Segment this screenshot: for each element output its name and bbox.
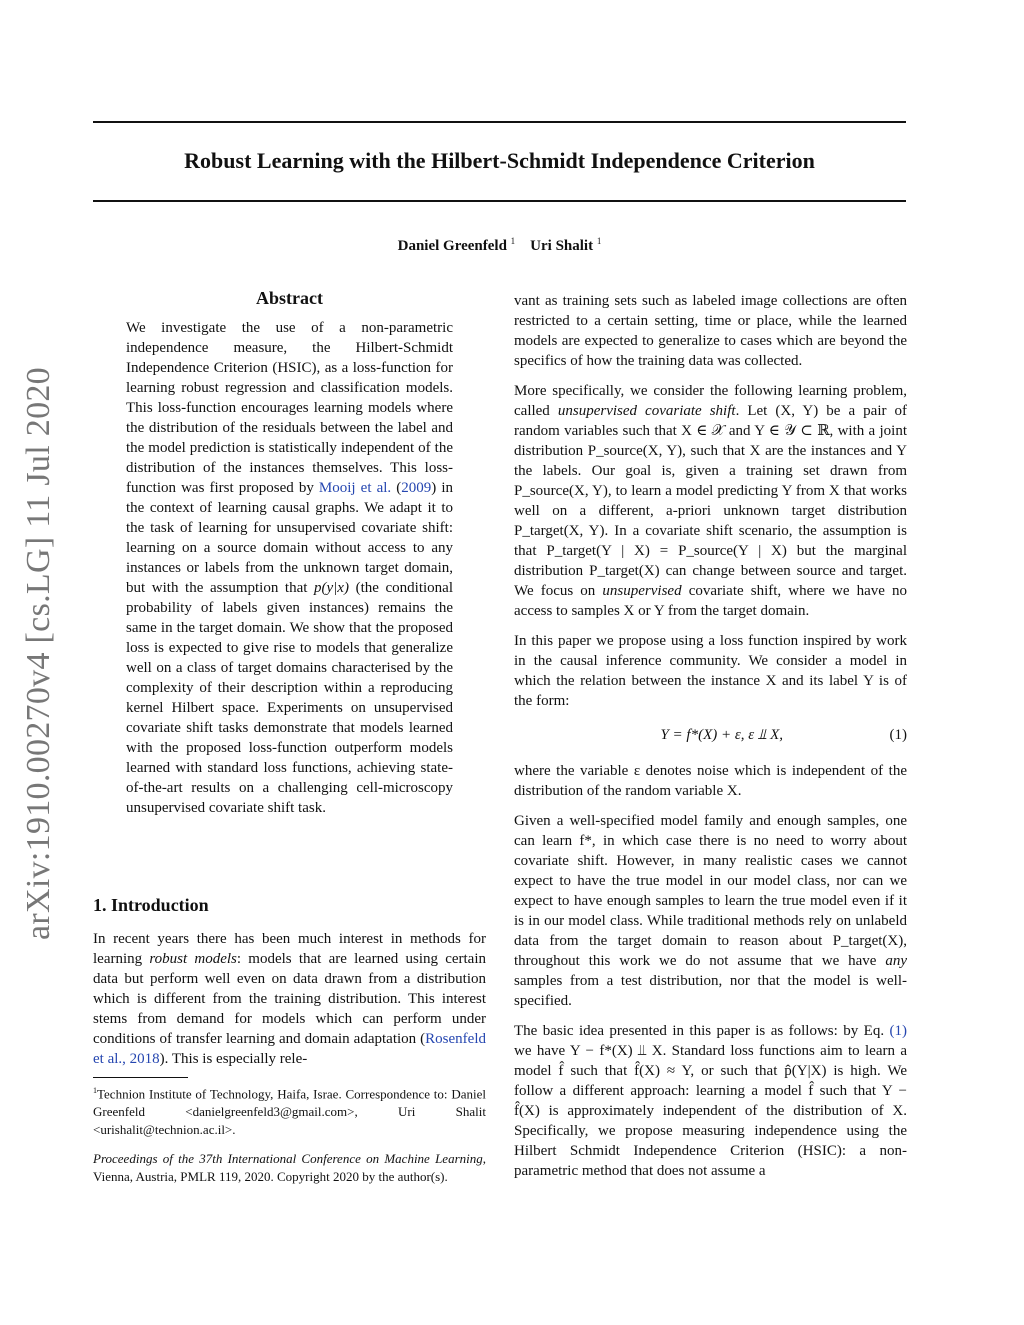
footnote-rule <box>93 1077 188 1078</box>
footnote: $^1$Technion Institute of Technology, Haifa, Israe. Correspondence to: Daniel Greenfeld <danielgreenfeld3@gmail.com>, Uri Shalit <urishalit@technion.ac.il>. <box>93 1086 486 1138</box>
author-list <box>93 236 906 255</box>
author-name: Daniel Greenfeld <box>397 238 507 254</box>
citation-link[interactable]: Mooij et al. <box>318 480 392 496</box>
paragraph: More specifically, we consider the following learning problem, called unsupervised covariate shift. Let (X, Y) be a pair of random variables such that X ∈ 𝒳 and Y ∈ 𝒴 ⊂ ℝ, with a joint distribution P_source(X, Y), such that X are the instances and Y the labels. Our goal is, given a training set drawn from P_source(X, Y), to learn a model predicting Y from X that works well on a different, a-priori unknown target distribution P_target(X, Y). In a covariate shift scenario, the assumption is that P_target(Y | X) = P_source(Y | X) but the marginal distribution P_target(X) can change between source and target. We focus on unsupervised covariate shift, where we have no access to samples X or Y from the target domain. <box>514 383 908 619</box>
title-bottom-rule <box>93 200 906 202</box>
abstract-body: We investigate the use of a non-parametric independence measure, the Hilbert-Schmidt Independence Criterion (HSIC), as a loss-function for learning robust regression and classification models. This loss-function encourages learning models where the distribution of the residuals between the label and the model prediction is statistically independent of the distribution of the instances themselves. This loss-function was first proposed by Mooij et al. (2009) in the context of learning causal graphs. We adapt it to the task of learning for unsupervised covariate shift: learning on a source domain without access to any instances or labels from the unknown target domain, but with the assumption that p(y|x) (the conditional probability of labels given instances) remains the same in the target domain. We show that the proposed loss is expected to give rise to models that generalize well on a class of target domains characterised by the complexity of their description within a reproducing kernel Hilbert space. Experiments on unsupervised covariate shift tasks demonstrate that models learned with the proposed loss-function outperform models learned with standard loss functions, achieving state-of-the-art results on a challenging cell-microscopy unsupervised covariate shift task. <box>126 320 454 816</box>
author-name: Uri Shalit <box>530 238 594 254</box>
section-heading-introduction: 1. Introduction <box>93 895 209 915</box>
paper-title: Robust Learning with the Hilbert-Schmidt Independence Criterion <box>184 148 815 173</box>
citation-link[interactable]: Rosenfeld et al., 2018 <box>93 1031 486 1067</box>
paragraph: In this paper we propose using a loss function inspired by work in the causal inference community. We consider a model in which the relation between the instance X and its label Y is of the form: <box>514 633 907 709</box>
equation-number: (1) <box>889 727 907 743</box>
abstract-heading: Abstract <box>256 288 323 308</box>
paragraph: vant as training sets such as labeled image collections are often restricted to a certain setting, time or place, while the learned models are expected to generalize to cases which are beyond the specifics of how the training data was collected. <box>514 293 907 369</box>
citation-year-link[interactable]: 2009 <box>401 480 432 496</box>
arxiv-watermark: arXiv:1910.00270v4 [cs.LG] 11 Jul 2020 <box>20 367 57 940</box>
author-affil: 1 <box>510 236 516 246</box>
equation-ref-link[interactable]: (1) <box>889 1023 908 1039</box>
paragraph: where the variable ε denotes noise which is independent of the distribution of the random variable X. <box>514 763 907 799</box>
introduction-body: In recent years there has been much interest in methods for learning robust models: models that are learned using certain data but perform well even on data drawn from a distribution which is different from the training distribution. This interest stems from demand for models which can perform under conditions of transfer learning and domain adaptation (Rosenfeld et al., 2018). This is especially rele- <box>93 931 487 1067</box>
top-rule <box>93 121 906 123</box>
paragraph: The basic idea presented in this paper is as follows: by Eq. (1) we have Y − f*(X) ⫫ X. Standard loss functions aim to learn a model f̂ such that f̂(X) ≈ Y, or such that p̂(Y|X) is high. We follow a different approach: learning a model f̂ such that Y − f̂(X) is approximately independent of the distribution of X. Specifically, we propose measuring independence using the Hilbert Schmidt Independence Criterion (HSIC): a non-parametric method that does not assume a <box>514 1023 908 1179</box>
paragraph: Given a well-specified model family and enough samples, one can learn f*, in which case there is no need to worry about covariate shift. However, in many realistic cases we cannot expect to have the true model in our model class, nor can we expect to have enough samples to learn the true model even if it is in our model class. While traditional methods rely on unlabeld data from the target domain to reason about P_target(X), throughout this work we do not assume that we have any samples from a test distribution, nor that the model is well-specified. <box>514 813 907 1009</box>
proceedings-note: Proceedings of the 37th International Conference on Machine Learning, Vienna, Austria, PMLR 119, 2020. Copyright 2020 by the author(s). <box>93 1151 486 1184</box>
author-affil: 1 <box>596 236 602 246</box>
right-column-body <box>514 291 907 1191</box>
equation-1: Y = f*(X) + ε, ε ⫫ X, (1) <box>660 727 907 743</box>
